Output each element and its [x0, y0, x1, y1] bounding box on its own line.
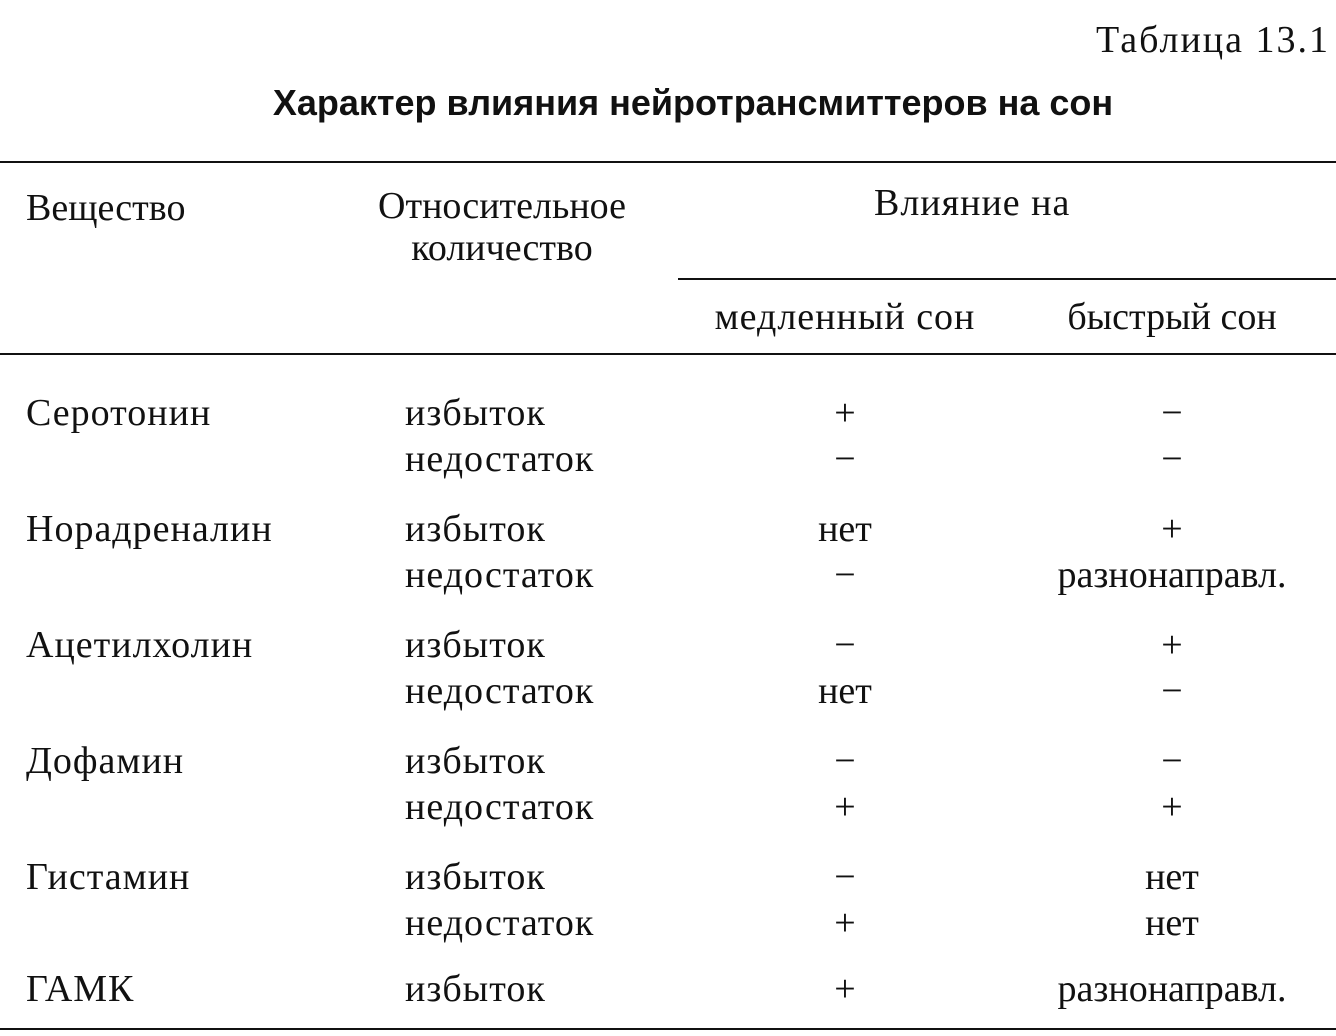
table-row-acetylcholine [0, 610, 1336, 726]
slow-sleep-effect-deficit: + [834, 902, 856, 944]
table-number: Таблица 13.1 [1095, 19, 1330, 61]
slow-sleep-effect-deficit: нет [818, 670, 872, 712]
slow-sleep-effect-excess: − [834, 856, 856, 898]
slow-sleep-effect-excess: + [834, 968, 856, 1010]
fast-sleep-effect-deficit: разнонаправл. [1057, 554, 1287, 596]
fast-sleep-effect-deficit: − [1161, 670, 1183, 712]
header-effect-rule [678, 278, 1336, 280]
substance-name: Норадреналин [26, 508, 273, 550]
level-excess: избыток [405, 856, 546, 898]
slow-sleep-effect-excess: нет [818, 508, 872, 550]
table-row-dopamine [0, 726, 1336, 842]
fast-sleep-effect-deficit: нет [1145, 902, 1199, 944]
substance-name: Серотонин [26, 392, 212, 434]
table-row-gaba [0, 954, 1336, 1014]
header-slow-sleep: медленный сон [714, 296, 976, 338]
slow-sleep-effect-deficit: + [834, 786, 856, 828]
level-excess: избыток [405, 392, 546, 434]
substance-name: Гистамин [26, 856, 191, 898]
table-top-rule [0, 161, 1336, 163]
level-deficit: недостаток [405, 786, 595, 828]
fast-sleep-effect-deficit: + [1161, 786, 1183, 828]
level-deficit: недостаток [405, 670, 595, 712]
header-relative-amount [352, 185, 652, 269]
slow-sleep-effect-excess: − [834, 740, 856, 782]
header-relative-amount-line2: количество [411, 227, 593, 269]
header-relative-amount-line1: Относительное [378, 185, 626, 227]
header-effect: Влияние на [874, 182, 1071, 224]
substance-name: Дофамин [26, 740, 185, 782]
substance-name: ГАМК [26, 968, 135, 1010]
fast-sleep-effect-excess: − [1161, 740, 1183, 782]
fast-sleep-effect-excess: + [1161, 508, 1183, 550]
slow-sleep-effect-deficit: − [834, 554, 856, 596]
table-row-histamine [0, 842, 1336, 958]
fast-sleep-effect-excess: разнонаправл. [1057, 968, 1287, 1010]
table-bottom-rule [0, 1028, 1336, 1030]
table-row-serotonin [0, 378, 1336, 494]
level-deficit: недостаток [405, 438, 595, 480]
fast-sleep-effect-excess: + [1161, 624, 1183, 666]
table-title: Характер влияния нейротрансмиттеров на сон [272, 82, 1114, 123]
fast-sleep-effect-excess: нет [1145, 856, 1199, 898]
slow-sleep-effect-deficit: − [834, 438, 856, 480]
level-deficit: недостаток [405, 554, 595, 596]
header-fast-sleep: быстрый сон [1067, 296, 1277, 338]
slow-sleep-effect-excess: + [834, 392, 856, 434]
header-bottom-rule [0, 353, 1336, 355]
substance-name: Ацетилхолин [26, 624, 254, 666]
level-excess: избыток [405, 624, 546, 666]
slow-sleep-effect-excess: − [834, 624, 856, 666]
level-excess: избыток [405, 740, 546, 782]
level-excess: избыток [405, 968, 546, 1010]
level-deficit: недостаток [405, 902, 595, 944]
level-excess: избыток [405, 508, 546, 550]
header-substance: Вещество [26, 187, 186, 229]
fast-sleep-effect-excess: − [1161, 392, 1183, 434]
fast-sleep-effect-deficit: − [1161, 438, 1183, 480]
table-row-noradrenaline [0, 494, 1336, 610]
table-body [0, 378, 1336, 1014]
